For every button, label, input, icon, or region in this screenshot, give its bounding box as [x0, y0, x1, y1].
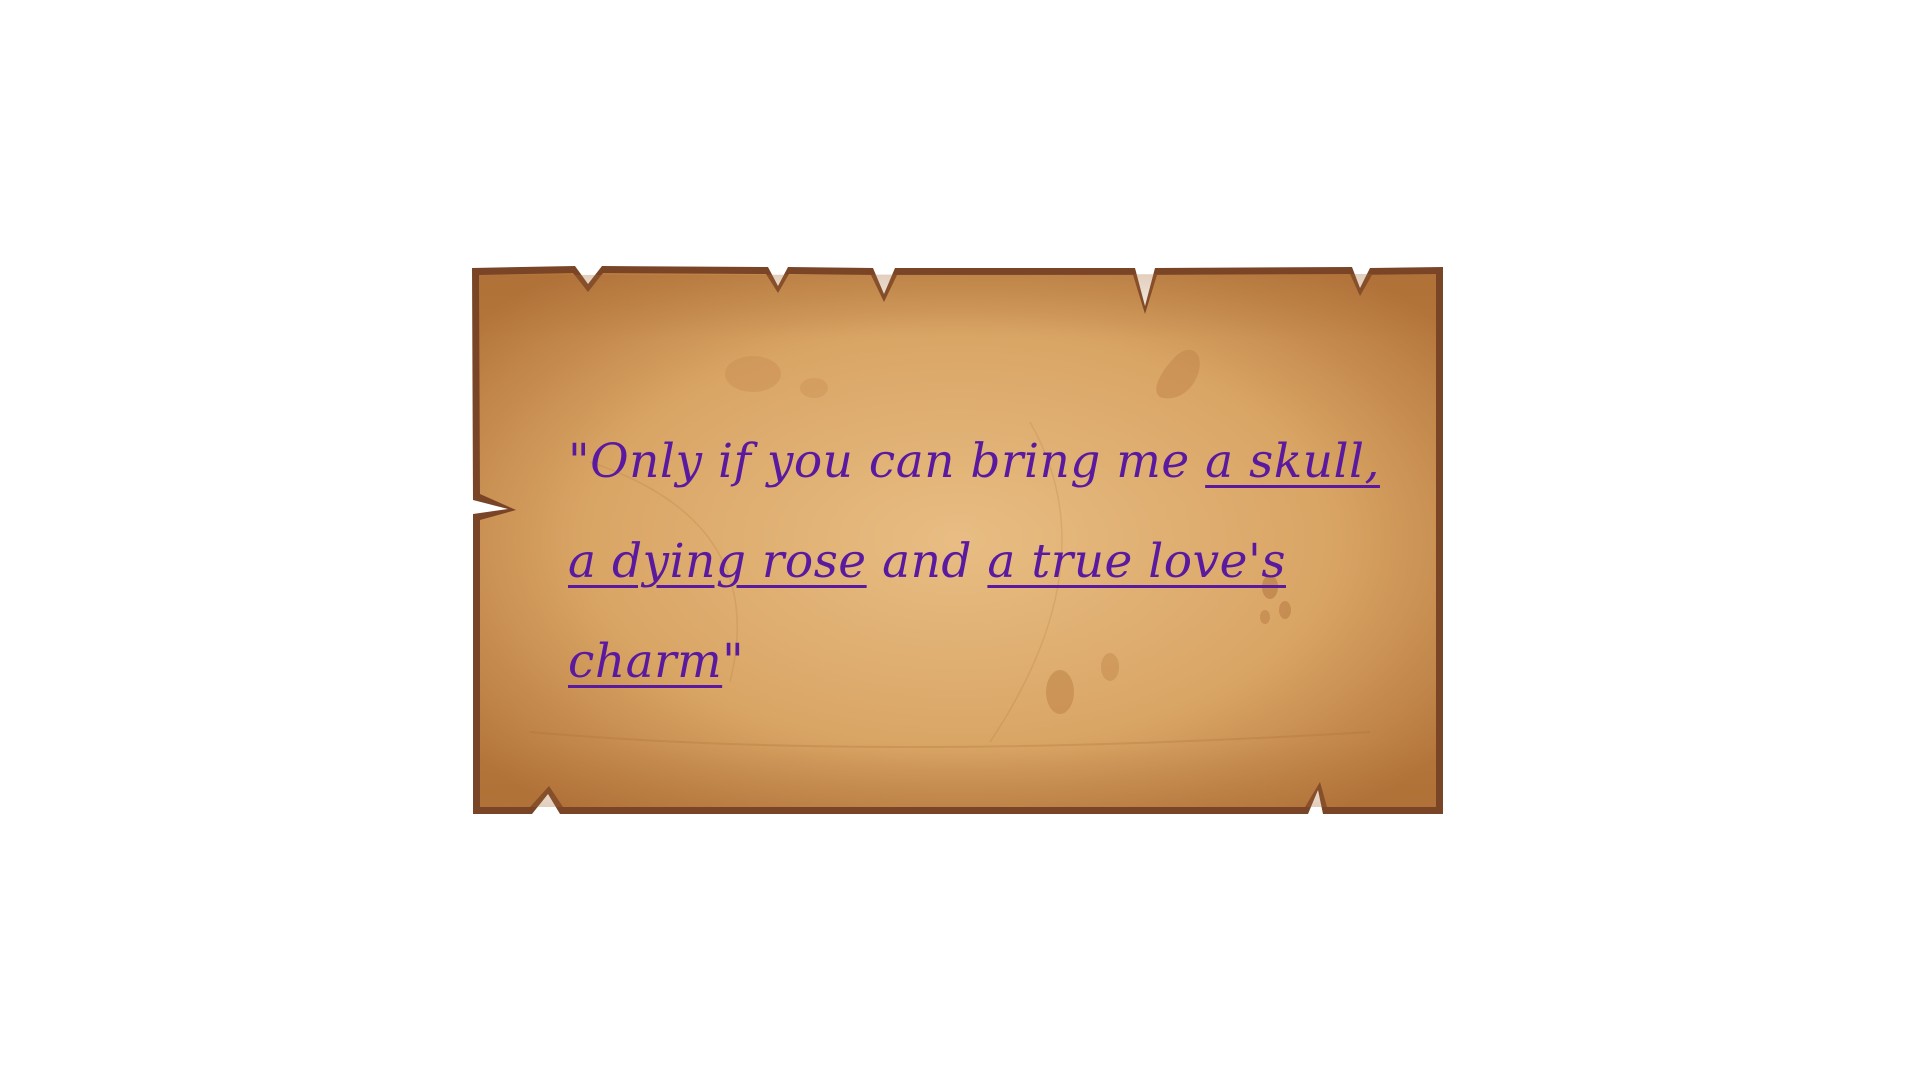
quote-open: " [568, 434, 591, 489]
note-segment: Only if you can bring me [590, 434, 1206, 489]
quest-note-text [568, 412, 1408, 712]
stain-mark [725, 356, 781, 392]
stain-mark [800, 378, 828, 398]
quote-close: " [722, 634, 745, 689]
required-item-true-loves-charm: a true love's charm [568, 534, 1286, 689]
parchment-scroll [470, 262, 1445, 817]
required-item-dying-rose: a dying rose [568, 534, 867, 589]
note-segment: and [866, 534, 988, 589]
required-item-skull: a skull, [1205, 434, 1380, 489]
